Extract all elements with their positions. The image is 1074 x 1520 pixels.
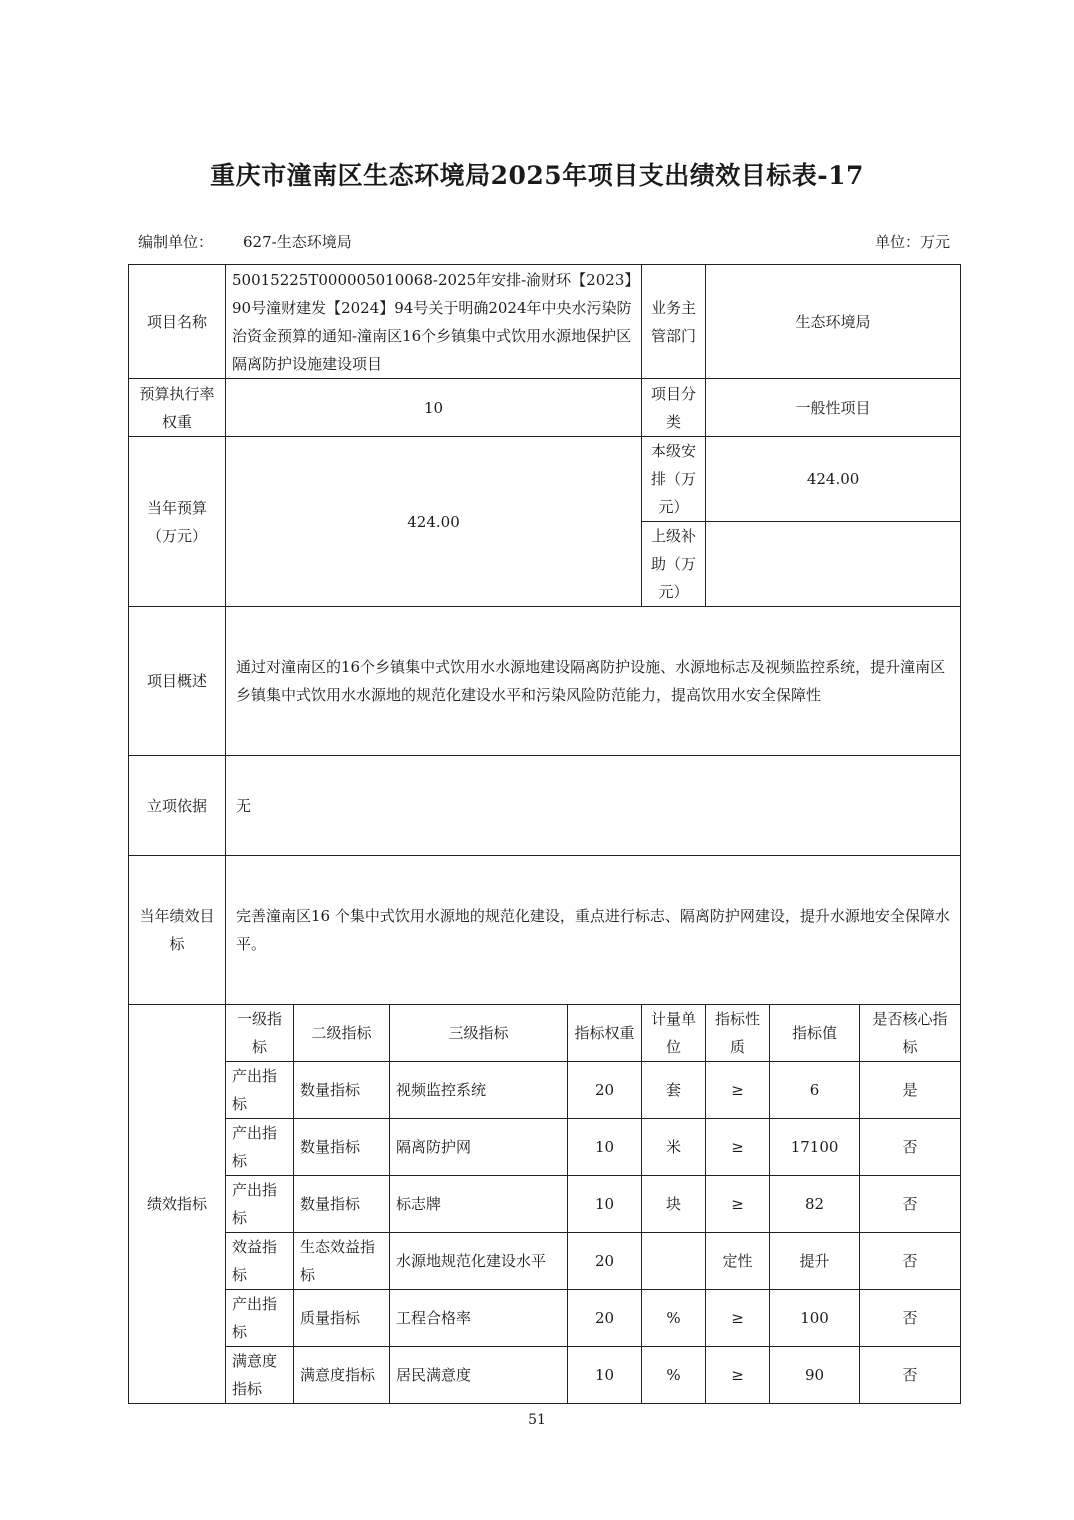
cell-level1: 产出指标 bbox=[226, 1290, 294, 1347]
cell-weight: 20 bbox=[568, 1290, 642, 1347]
cell-unit: 米 bbox=[642, 1119, 706, 1176]
cell-core: 否 bbox=[860, 1176, 961, 1233]
cell-nature: ≥ bbox=[706, 1119, 770, 1176]
cell-core: 否 bbox=[860, 1347, 961, 1404]
indicator-row bbox=[129, 1233, 961, 1290]
upper-subsidy-value bbox=[706, 522, 961, 607]
cell-weight: 10 bbox=[568, 1176, 642, 1233]
cell-level1: 产出指标 bbox=[226, 1062, 294, 1119]
project-name-label: 项目名称 bbox=[129, 265, 226, 379]
currency-unit: 单位：万元 bbox=[874, 233, 950, 251]
indicators-label: 绩效指标 bbox=[129, 1005, 226, 1404]
cell-unit: % bbox=[642, 1290, 706, 1347]
header-core: 是否核心指标 bbox=[860, 1005, 961, 1062]
cell-core: 否 bbox=[860, 1119, 961, 1176]
performance-table bbox=[128, 264, 961, 1404]
header-value: 指标值 bbox=[770, 1005, 860, 1062]
weight-value: 10 bbox=[226, 379, 642, 437]
local-budget-label: 本级安排（万元） bbox=[642, 437, 706, 522]
cell-level2: 数量指标 bbox=[294, 1119, 390, 1176]
cell-level1: 产出指标 bbox=[226, 1119, 294, 1176]
cell-level3: 水源地规范化建设水平 bbox=[390, 1233, 568, 1290]
budget-label: 当年预算（万元） bbox=[129, 437, 226, 607]
indicator-row bbox=[129, 1062, 961, 1119]
cell-value: 82 bbox=[770, 1176, 860, 1233]
page-title: 重庆市潼南区生态环境局2025年项目支出绩效目标表-17 bbox=[210, 161, 864, 190]
category-value: 一般性项目 bbox=[706, 379, 961, 437]
cell-level2: 生态效益指标 bbox=[294, 1233, 390, 1290]
header-level2: 二级指标 bbox=[294, 1005, 390, 1062]
cell-value: 6 bbox=[770, 1062, 860, 1119]
category-label: 项目分类 bbox=[642, 379, 706, 437]
cell-level1: 效益指标 bbox=[226, 1233, 294, 1290]
cell-nature: ≥ bbox=[706, 1347, 770, 1404]
cell-level3: 居民满意度 bbox=[390, 1347, 568, 1404]
indicator-row bbox=[129, 1176, 961, 1233]
cell-weight: 10 bbox=[568, 1347, 642, 1404]
cell-unit bbox=[642, 1233, 706, 1290]
cell-weight: 10 bbox=[568, 1119, 642, 1176]
goal-label: 当年绩效目标 bbox=[129, 856, 226, 1005]
basis-text: 无 bbox=[226, 756, 961, 856]
basis-label: 立项依据 bbox=[129, 756, 226, 856]
upper-subsidy-label: 上级补助（万元） bbox=[642, 522, 706, 607]
dept-label: 业务主管部门 bbox=[642, 265, 706, 379]
cell-core: 否 bbox=[860, 1233, 961, 1290]
org-unit bbox=[138, 231, 352, 252]
indicator-row bbox=[129, 1290, 961, 1347]
cell-weight: 20 bbox=[568, 1062, 642, 1119]
header-unit: 计量单位 bbox=[642, 1005, 706, 1062]
indicator-row bbox=[129, 1119, 961, 1176]
budget-value: 424.00 bbox=[226, 437, 642, 607]
cell-core: 否 bbox=[860, 1290, 961, 1347]
cell-level2: 数量指标 bbox=[294, 1062, 390, 1119]
goal-text: 完善潼南区16 个集中式饮用水源地的规范化建设，重点进行标志、隔离防护网建设，提升水源地安全保障水平。 bbox=[226, 856, 961, 1005]
weight-label: 预算执行率权重 bbox=[129, 379, 226, 437]
header-nature: 指标性质 bbox=[706, 1005, 770, 1062]
project-name: 50015225T000005010068-2025年安排-渝财环【2023】90号潼财建发【2024】94号关于明确2024年中央水污染防治资金预算的通知-潼南区16个乡镇集中式饮用水源地保护区隔离防护设施建设项目 bbox=[226, 265, 642, 379]
cell-unit: % bbox=[642, 1347, 706, 1404]
cell-level2: 质量指标 bbox=[294, 1290, 390, 1347]
overview-label: 项目概述 bbox=[129, 607, 226, 756]
cell-unit: 块 bbox=[642, 1176, 706, 1233]
cell-nature: ≥ bbox=[706, 1176, 770, 1233]
indicator-row bbox=[129, 1347, 961, 1404]
org-unit-value: 627-生态环境局 bbox=[243, 233, 352, 251]
header-level3: 三级指标 bbox=[390, 1005, 568, 1062]
cell-value: 90 bbox=[770, 1347, 860, 1404]
page-number: 51 bbox=[528, 1412, 546, 1428]
header-level1: 一级指标 bbox=[226, 1005, 294, 1062]
cell-level3: 视频监控系统 bbox=[390, 1062, 568, 1119]
cell-value: 100 bbox=[770, 1290, 860, 1347]
cell-level3: 工程合格率 bbox=[390, 1290, 568, 1347]
local-budget-value: 424.00 bbox=[706, 437, 961, 522]
cell-nature: ≥ bbox=[706, 1290, 770, 1347]
cell-nature: ≥ bbox=[706, 1062, 770, 1119]
cell-level2: 数量指标 bbox=[294, 1176, 390, 1233]
cell-level2: 满意度指标 bbox=[294, 1347, 390, 1404]
cell-unit: 套 bbox=[642, 1062, 706, 1119]
org-unit-label: 编制单位： bbox=[138, 233, 214, 251]
cell-core: 是 bbox=[860, 1062, 961, 1119]
overview-text: 通过对潼南区的16个乡镇集中式饮用水水源地建设隔离防护设施、水源地标志及视频监控系统，提升潼南区乡镇集中式饮用水水源地的规范化建设水平和污染风险防范能力，提高饮用水安全保障性 bbox=[226, 607, 961, 756]
cell-level1: 满意度指标 bbox=[226, 1347, 294, 1404]
cell-value: 17100 bbox=[770, 1119, 860, 1176]
header-weight: 指标权重 bbox=[568, 1005, 642, 1062]
cell-level1: 产出指标 bbox=[226, 1176, 294, 1233]
cell-level3: 标志牌 bbox=[390, 1176, 568, 1233]
cell-level3: 隔离防护网 bbox=[390, 1119, 568, 1176]
cell-weight: 20 bbox=[568, 1233, 642, 1290]
cell-nature: 定性 bbox=[706, 1233, 770, 1290]
dept-value: 生态环境局 bbox=[706, 265, 961, 379]
cell-value: 提升 bbox=[770, 1233, 860, 1290]
